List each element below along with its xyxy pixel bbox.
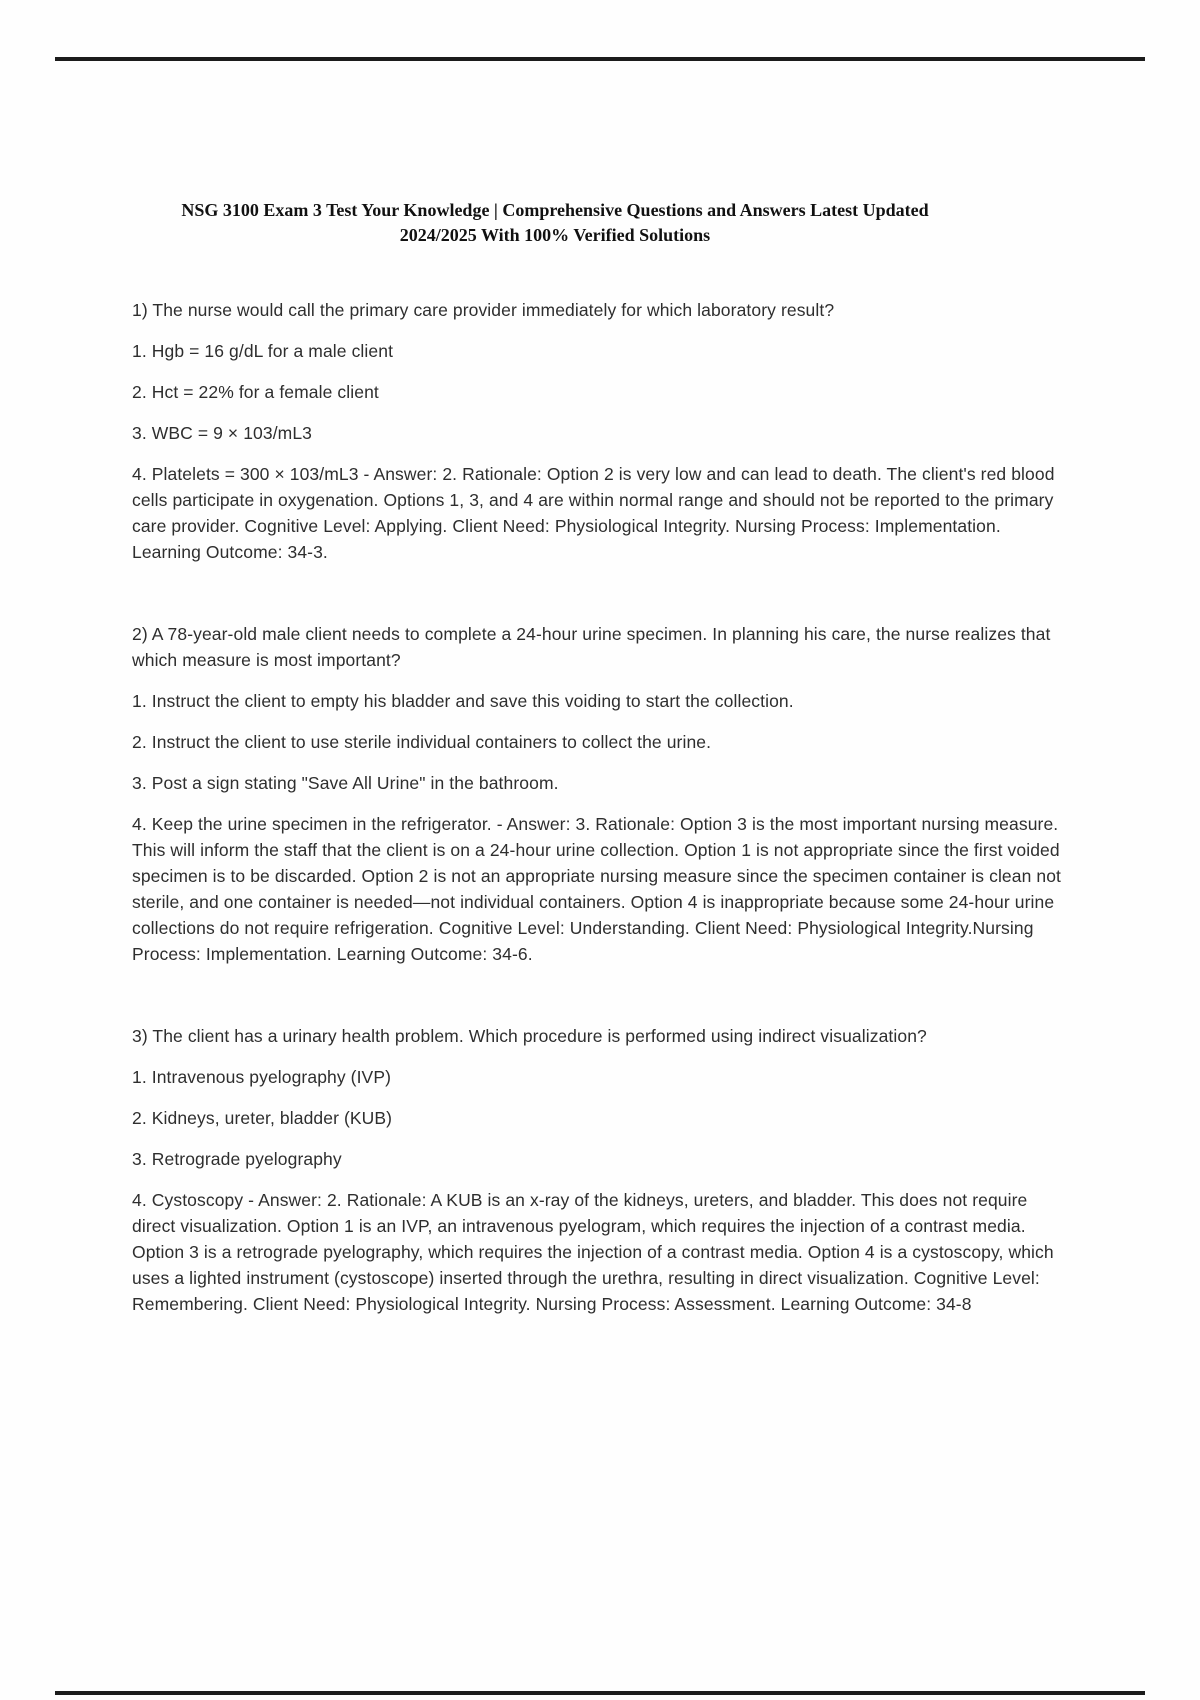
top-rule (55, 57, 1145, 61)
answer-option: 3. Post a sign stating "Save All Urine" in the bathroom. (132, 773, 559, 793)
question-text: 2) A 78-year-old male client needs to complete a 24-hour urine specimen. In planning his care, the nurse realizes that which measure is most important? (132, 624, 1051, 670)
document-title-line-1: NSG 3100 Exam 3 Test Your Knowledge | Comprehensive Questions and Answers Latest Updated (181, 200, 929, 220)
question-block-1 (132, 297, 1070, 565)
answer-option: 3. Retrograde pyelography (132, 1149, 342, 1169)
answer-option: 2. Kidneys, ureter, bladder (KUB) (132, 1108, 393, 1128)
bottom-rule (55, 1691, 1145, 1695)
document-title (50, 198, 1060, 248)
document-title-line-2: 2024/2025 With 100% Verified Solutions (399, 225, 711, 245)
answer-rationale: 4. Cystoscopy - Answer: 2. Rationale: A KUB is an x-ray of the kidneys, ureters, and bladder. This does not require direct visualization. Option 1 is an IVP, an intravenous pyelogram, which requires the injection of a contrast media. Option 3 is a retrograde pyelography, which requires the injection of a contrast media. Option 4 is a cystoscopy, which uses a lighted instrument (cystoscope) inserted through the urethra, resulting in direct visualization. Cognitive Level: Remembering. Client Need: Physiological Integrity. Nursing Process: Assessment. Learning Outcome: 34-8 (132, 1190, 1054, 1314)
answer-option: 3. WBC = 9 × 103/mL3 (132, 423, 313, 443)
answer-option: 2. Instruct the client to use sterile individual containers to collect the urine. (132, 732, 712, 752)
question-block-3 (132, 1023, 1070, 1317)
answer-rationale: 4. Keep the urine specimen in the refrigerator. - Answer: 3. Rationale: Option 3 is the most important nursing measure. This will inform the staff that the client is on a 24-hour urine collection. Option 1 is not appropriate since the first voided specimen is to be discarded. Option 2 is not an appropriate nursing measure since the specimen container is clean not sterile, and one container is needed—not individual containers. Option 4 is inappropriate because some 24-hour urine collections do not require refrigeration. Cognitive Level: Understanding. Client Need: Physiological Integrity.Nursing Process: Implementation. Learning Outcome: 34-6. (132, 814, 1062, 964)
question-text: 1) The nurse would call the primary care provider immediately for which laboratory result? (132, 300, 835, 320)
question-text: 3) The client has a urinary health problem. Which procedure is performed using indirect visualization? (132, 1026, 927, 1046)
answer-option: 1. Hgb = 16 g/dL for a male client (132, 341, 394, 361)
answer-option: 2. Hct = 22% for a female client (132, 382, 379, 402)
answer-rationale: 4. Platelets = 300 × 103/mL3 - Answer: 2. Rationale: Option 2 is very low and can lead to death. The client's red blood cells participate in oxygenation. Options 1, 3, and 4 are within normal range and should not be reported to the primary care provider. Cognitive Level: Applying. Client Need: Physiological Integrity. Nursing Process: Implementation. Learning Outcome: 34-3. (132, 464, 1055, 562)
answer-option: 1. Instruct the client to empty his bladder and save this voiding to start the collection. (132, 691, 794, 711)
document-body (132, 297, 1070, 1373)
question-block-2 (132, 621, 1070, 967)
answer-option: 1. Intravenous pyelography (IVP) (132, 1067, 392, 1087)
